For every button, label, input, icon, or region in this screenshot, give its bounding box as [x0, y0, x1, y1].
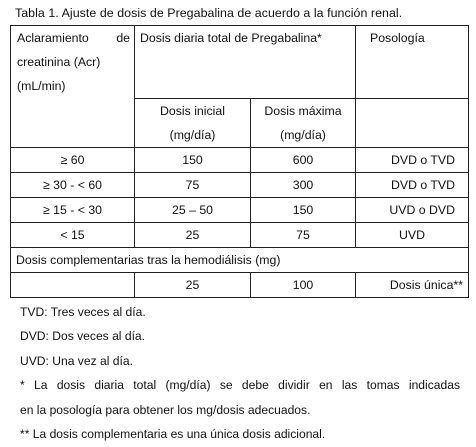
- table-row: [11, 223, 469, 248]
- acr-header-word: Aclaramiento: [17, 31, 89, 45]
- daily-total-header: Dosis diaria total de Pregabalina*: [135, 26, 356, 99]
- note-dvd: DVD: Dos veces al día.: [20, 329, 146, 344]
- initial-dose-cell: 150: [135, 148, 251, 173]
- table-row: [11, 148, 469, 173]
- acr-cell: < 15: [11, 223, 135, 248]
- supplement-posology-cell: Dosis única**: [356, 273, 469, 298]
- header-row-1: [11, 26, 469, 99]
- acr-cell: ≥ 15 - < 30: [11, 198, 135, 223]
- max-dose-cell: 300: [251, 173, 356, 198]
- max-dose-header-line1: Dosis máxima: [264, 104, 342, 118]
- supplement-acr-empty: [11, 273, 135, 298]
- acr-cell: ≥ 30 - < 60: [11, 173, 135, 198]
- max-dose-header: [251, 99, 356, 148]
- note-double-star: ** La dosis complementaria es una única dosis adicional.: [20, 426, 326, 441]
- acr-header-of: de: [116, 31, 130, 45]
- supplement-max-cell: 100: [251, 273, 356, 298]
- acr-header-line2: creatinina (Acr): [17, 55, 101, 69]
- max-dose-cell: 150: [251, 198, 356, 223]
- posology-cell: DVD o TVD: [356, 148, 469, 173]
- initial-dose-header-units: (mg/día): [169, 128, 216, 142]
- initial-dose-cell: 25: [135, 223, 251, 248]
- supplement-title-cell: Dosis complementarias tras la hemodiálisis (mg): [11, 248, 469, 273]
- acr-header-line1: [17, 26, 130, 50]
- dose-adjustment-table: [10, 25, 469, 298]
- note-star-line2: en la posología para obtener los mg/dosis adecuados.: [20, 402, 311, 417]
- supplement-row: [11, 273, 469, 298]
- max-dose-cell: 600: [251, 148, 356, 173]
- max-dose-cell: 75: [251, 223, 356, 248]
- initial-dose-header: [135, 99, 251, 148]
- table-row: [11, 198, 469, 223]
- acr-header-cell: [11, 26, 135, 148]
- initial-dose-header-line1: Dosis inicial: [160, 104, 225, 118]
- note-star-line1: * La dosis diaria total (mg/día) se debe dividir en las tomas indicadas: [20, 378, 460, 393]
- table-notes: [20, 300, 460, 446]
- table-caption: Tabla 1. Ajuste de dosis de Pregabalina de acuerdo a la función renal.: [15, 6, 403, 20]
- acr-cell: ≥ 60: [11, 148, 135, 173]
- table-row: [11, 173, 469, 198]
- posology-cell: DVD o TVD: [356, 173, 469, 198]
- posology-header-empty: [356, 99, 469, 148]
- acr-header-units: (mL/min): [17, 79, 66, 93]
- max-dose-header-units: (mg/día): [280, 128, 326, 142]
- posology-cell: UVD: [356, 223, 469, 248]
- supplement-title-row: [11, 248, 469, 273]
- supplement-initial-cell: 25: [135, 273, 251, 298]
- note-tvd: TVD: Tres veces al día.: [20, 305, 146, 319]
- initial-dose-cell: 25 – 50: [135, 198, 251, 223]
- initial-dose-cell: 75: [135, 173, 251, 198]
- posology-header: Posología: [356, 26, 469, 99]
- note-uvd: UVD: Una vez al día.: [20, 353, 133, 368]
- posology-cell: UVD o DVD: [356, 198, 469, 223]
